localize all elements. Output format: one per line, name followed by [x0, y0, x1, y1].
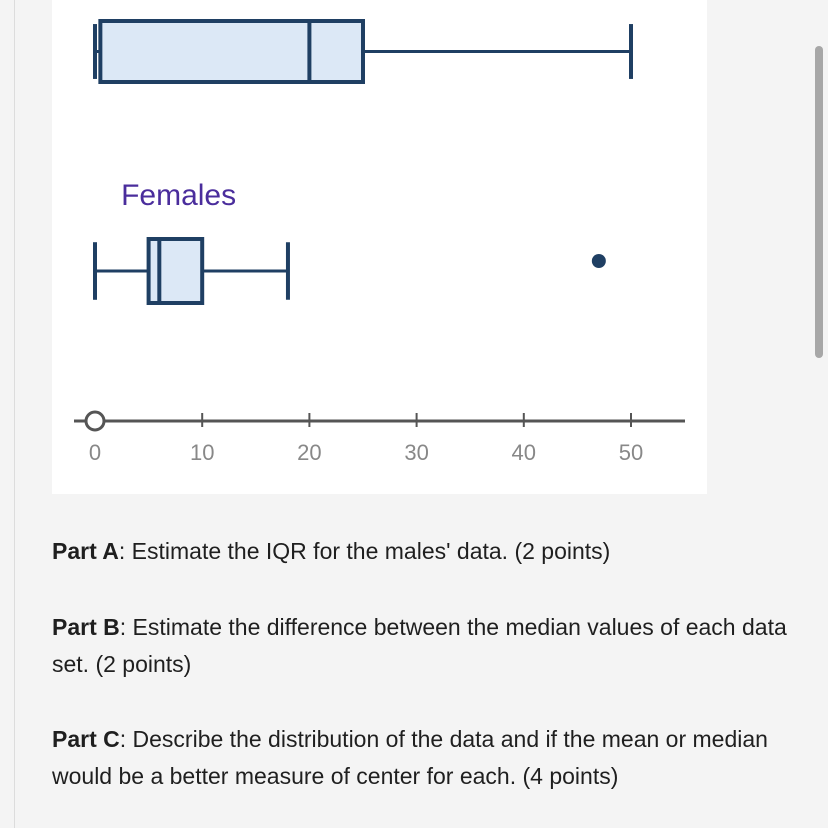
part-a-label: Part A: [52, 538, 119, 564]
x-tick-label: 30: [404, 440, 429, 465]
scrollbar-thumb[interactable]: [815, 46, 823, 358]
boxplot-figure: [52, 0, 707, 494]
females-series-label: Females: [121, 179, 237, 212]
question-part-b: [52, 609, 797, 683]
page-border: [14, 0, 15, 828]
part-b-label: Part B: [52, 614, 120, 640]
question-part-c: [52, 721, 797, 795]
x-axis-origin-marker: [86, 412, 104, 430]
x-tick-label: 50: [618, 440, 644, 465]
females-box: [149, 239, 203, 303]
males-box: [100, 21, 363, 82]
x-tick-label: 20: [297, 440, 322, 465]
part-a-text: : Estimate the IQR for the males' data. (2 points): [118, 538, 611, 564]
boxplot-chart: [52, 0, 707, 494]
x-tick-label: 0: [88, 440, 102, 465]
part-c-label: Part C: [52, 726, 120, 752]
part-b-text: : Estimate the difference between the median values of each data set. (2 points): [52, 614, 787, 677]
x-tick-label: 40: [511, 440, 537, 465]
part-c-text: : Describe the distribution of the data and if the mean or median would be a better measure of center for each. (4 points): [52, 726, 768, 789]
females-outlier-point: [592, 254, 606, 268]
question-part-a: [52, 533, 797, 570]
x-tick-label: 10: [189, 440, 215, 465]
